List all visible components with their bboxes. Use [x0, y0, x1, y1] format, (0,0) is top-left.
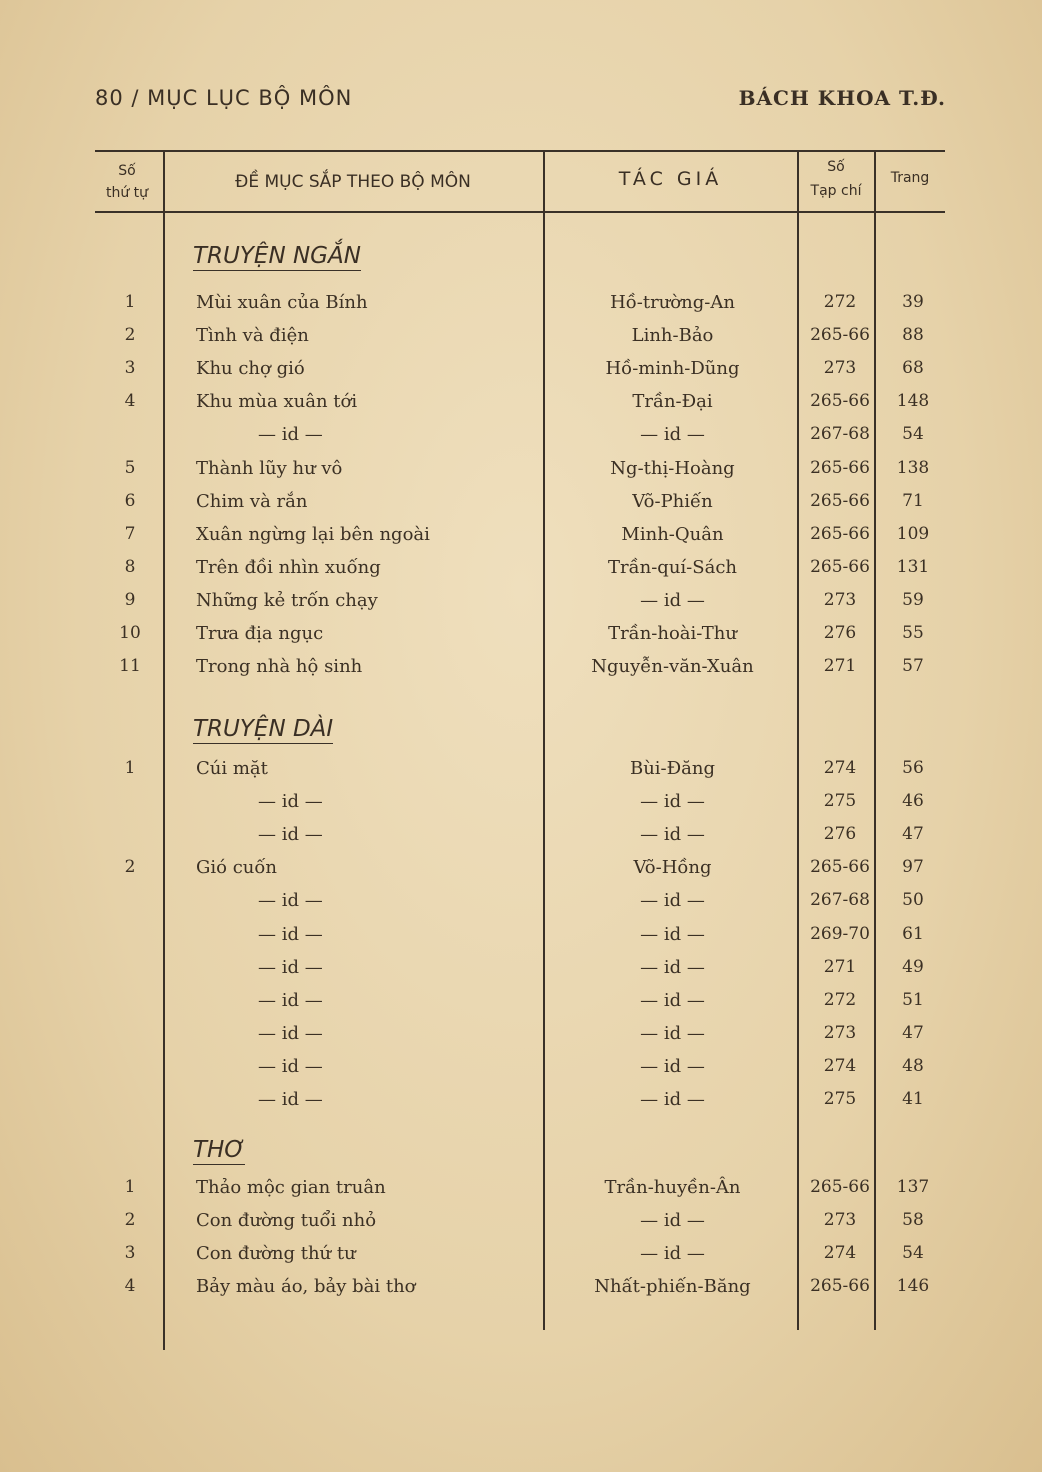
row-title: — id —: [258, 1056, 323, 1077]
row-author: Nguyễn-văn-Xuân: [591, 656, 754, 677]
col-issue-heading-line2: Tạp chí: [810, 183, 862, 199]
table-row: [0, 824, 1042, 854]
row-page: 137: [896, 1177, 930, 1197]
row-page: 54: [902, 1243, 924, 1263]
col-issue-heading: [800, 155, 872, 203]
table-row: [0, 1089, 1042, 1119]
row-number: 1: [124, 292, 136, 312]
col-author-heading: TÁC GIÁ: [618, 168, 723, 190]
row-number: 3: [124, 358, 136, 378]
row-page: 48: [902, 1056, 924, 1076]
col-page-heading: Trang: [890, 170, 930, 186]
row-page: 50: [902, 890, 924, 910]
table-row: [0, 957, 1042, 987]
table-row: [0, 1056, 1042, 1086]
row-number: 1: [124, 758, 136, 778]
row-issue: 273: [823, 590, 857, 610]
table-row: [0, 325, 1042, 355]
row-page: 55: [902, 623, 924, 643]
row-page: 97: [902, 857, 924, 877]
row-page: 109: [896, 524, 930, 544]
row-issue: 267-68: [810, 890, 870, 910]
row-number: 7: [124, 524, 136, 544]
row-title: Cúi mặt: [196, 758, 268, 779]
row-issue: 273: [823, 358, 857, 378]
row-title: — id —: [258, 924, 323, 945]
row-author: — id —: [640, 990, 705, 1011]
row-number: 8: [124, 557, 136, 577]
row-issue: 265-66: [810, 325, 870, 345]
row-author: Nhất-phiến-Băng: [594, 1276, 751, 1297]
row-page: 41: [902, 1089, 924, 1109]
row-author: Minh-Quân: [621, 524, 724, 545]
row-number: 10: [119, 623, 141, 643]
row-issue: 276: [823, 824, 857, 844]
row-page: 54: [902, 424, 924, 444]
row-issue: 265-66: [810, 857, 870, 877]
section-heading: THƠ: [193, 1137, 246, 1163]
row-title: Mùi xuân của Bính: [196, 292, 368, 313]
row-title: — id —: [258, 1023, 323, 1044]
row-issue: 275: [823, 791, 857, 811]
row-title: Con đường tuổi nhỏ: [196, 1210, 377, 1231]
table-row: [0, 1276, 1042, 1306]
row-number: 2: [124, 857, 136, 877]
row-title: Khu mùa xuân tới: [196, 391, 358, 412]
table-row: [0, 791, 1042, 821]
row-author: Võ-Hồng: [633, 857, 712, 878]
table-row: [0, 524, 1042, 554]
row-number: 4: [124, 1276, 136, 1296]
row-page: 46: [902, 791, 924, 811]
table-row: [0, 1023, 1042, 1053]
row-issue: 273: [823, 1023, 857, 1043]
col-num-heading-line2: thứ tự: [105, 185, 149, 201]
row-number: 4: [124, 391, 136, 411]
row-author: Hồ-minh-Dũng: [605, 358, 740, 379]
row-issue: 275: [823, 1089, 857, 1109]
row-author: Hồ-trường-An: [610, 292, 735, 313]
row-issue: 269-70: [810, 924, 870, 944]
row-issue: 265-66: [810, 524, 870, 544]
col-num-heading-line1: Số: [118, 163, 136, 179]
row-title: Con đường thứ tư: [196, 1243, 356, 1264]
row-number: 2: [124, 325, 136, 345]
row-page: 146: [896, 1276, 930, 1296]
row-page: 58: [902, 1210, 924, 1230]
row-author: Bùi-Đăng: [629, 758, 716, 779]
table-row: [0, 990, 1042, 1020]
row-author: Trần-huyền-Ân: [604, 1177, 741, 1198]
row-number: 11: [119, 656, 141, 676]
table-row: [0, 491, 1042, 521]
table-row: [0, 623, 1042, 653]
row-issue: 272: [823, 990, 857, 1010]
row-title: Trong nhà hộ sinh: [196, 656, 363, 677]
row-issue: 265-66: [810, 557, 870, 577]
row-author: — id —: [640, 424, 705, 445]
row-issue: 267-68: [810, 424, 870, 444]
table-row: [0, 857, 1042, 887]
row-page: 56: [902, 758, 924, 778]
row-title: Xuân ngừng lại bên ngoài: [196, 524, 430, 545]
row-author: Ng-thị-Hoàng: [610, 458, 735, 479]
col-num-heading: [93, 160, 161, 204]
row-issue: 271: [823, 656, 857, 676]
row-issue: 273: [823, 1210, 857, 1230]
row-title: — id —: [258, 1089, 323, 1110]
row-title: Gió cuốn: [196, 857, 277, 878]
page-header-right: BÁCH KHOA T.Đ.: [738, 86, 946, 110]
row-number: 6: [124, 491, 136, 511]
row-issue: 274: [823, 758, 857, 778]
row-title: Tình và điện: [196, 325, 309, 346]
row-number: 3: [124, 1243, 136, 1263]
row-page: 59: [902, 590, 924, 610]
table-row: [0, 924, 1042, 954]
row-author: — id —: [640, 1089, 705, 1110]
row-page: 57: [902, 656, 924, 676]
row-page: 68: [902, 358, 924, 378]
row-author: Trần-quí-Sách: [607, 557, 737, 578]
table-row: [0, 292, 1042, 322]
row-page: 47: [902, 824, 924, 844]
row-title: — id —: [258, 824, 323, 845]
table-row: [0, 758, 1042, 788]
row-author: — id —: [640, 924, 705, 945]
table-row: [0, 424, 1042, 454]
row-author: — id —: [640, 1056, 705, 1077]
row-author: Trần-hoài-Thư: [608, 623, 737, 644]
table-row: [0, 656, 1042, 686]
row-issue: 265-66: [810, 458, 870, 478]
table-row: [0, 1243, 1042, 1273]
row-author: — id —: [640, 1210, 705, 1231]
row-author: — id —: [640, 1023, 705, 1044]
row-title: — id —: [258, 957, 323, 978]
row-number: 2: [124, 1210, 136, 1230]
row-number: 9: [124, 590, 136, 610]
row-page: 61: [902, 924, 924, 944]
table-row: [0, 590, 1042, 620]
page-header-left: 80 / MỤC LỤC BỘ MÔN: [95, 86, 353, 110]
table-row: [0, 557, 1042, 587]
row-author: — id —: [640, 1243, 705, 1264]
row-author: — id —: [640, 590, 705, 611]
row-title: — id —: [258, 791, 323, 812]
row-author: — id —: [640, 824, 705, 845]
row-title: — id —: [258, 990, 323, 1011]
row-page: 51: [902, 990, 924, 1010]
row-title: — id —: [258, 890, 323, 911]
table-row: [0, 890, 1042, 920]
section-heading: TRUYỆN DÀI: [193, 716, 334, 742]
row-title: Khu chợ gió: [196, 358, 305, 379]
row-title: Chim và rắn: [196, 491, 308, 512]
row-issue: 271: [823, 957, 857, 977]
row-page: 47: [902, 1023, 924, 1043]
row-author: Linh-Bảo: [631, 325, 714, 346]
col-title-heading: ĐỀ MỤC SẮP THEO BỘ MÔN: [235, 172, 471, 192]
row-author: — id —: [640, 957, 705, 978]
row-issue: 274: [823, 1243, 857, 1263]
row-issue: 265-66: [810, 1177, 870, 1197]
row-author: Trần-Đại: [632, 391, 713, 412]
row-issue: 265-66: [810, 1276, 870, 1296]
row-issue: 265-66: [810, 391, 870, 411]
table-row: [0, 1177, 1042, 1207]
table-row: [0, 458, 1042, 488]
table-row: [0, 1210, 1042, 1240]
table-top-rule: [95, 150, 945, 152]
header-bottom-rule: [95, 211, 945, 213]
row-page: 88: [902, 325, 924, 345]
row-title: Thành lũy hư vô: [196, 458, 343, 479]
row-issue: 265-66: [810, 491, 870, 511]
row-page: 39: [902, 292, 924, 312]
row-issue: 276: [823, 623, 857, 643]
row-page: 71: [902, 491, 924, 511]
table-row: [0, 358, 1042, 388]
row-title: Trưa địa ngục: [196, 623, 324, 644]
row-title: Bảy màu áo, bảy bài thơ: [196, 1276, 416, 1297]
section-heading: TRUYỆN NGẮN: [193, 243, 361, 269]
row-author: — id —: [640, 890, 705, 911]
row-number: 5: [124, 458, 136, 478]
table-row: [0, 391, 1042, 421]
row-title: Những kẻ trốn chạy: [196, 590, 378, 611]
row-page: 138: [896, 458, 930, 478]
row-number: 1: [124, 1177, 136, 1197]
row-page: 148: [896, 391, 930, 411]
row-title: Thảo mộc gian truân: [196, 1177, 386, 1198]
row-issue: 274: [823, 1056, 857, 1076]
row-title: Trên đồi nhìn xuống: [196, 557, 381, 578]
row-issue: 272: [823, 292, 857, 312]
row-page: 131: [896, 557, 930, 577]
row-page: 49: [902, 957, 924, 977]
row-author: Võ-Phiến: [632, 491, 713, 512]
row-title: — id —: [258, 424, 323, 445]
col-issue-heading-line1: Số: [827, 159, 845, 175]
row-author: — id —: [640, 791, 705, 812]
